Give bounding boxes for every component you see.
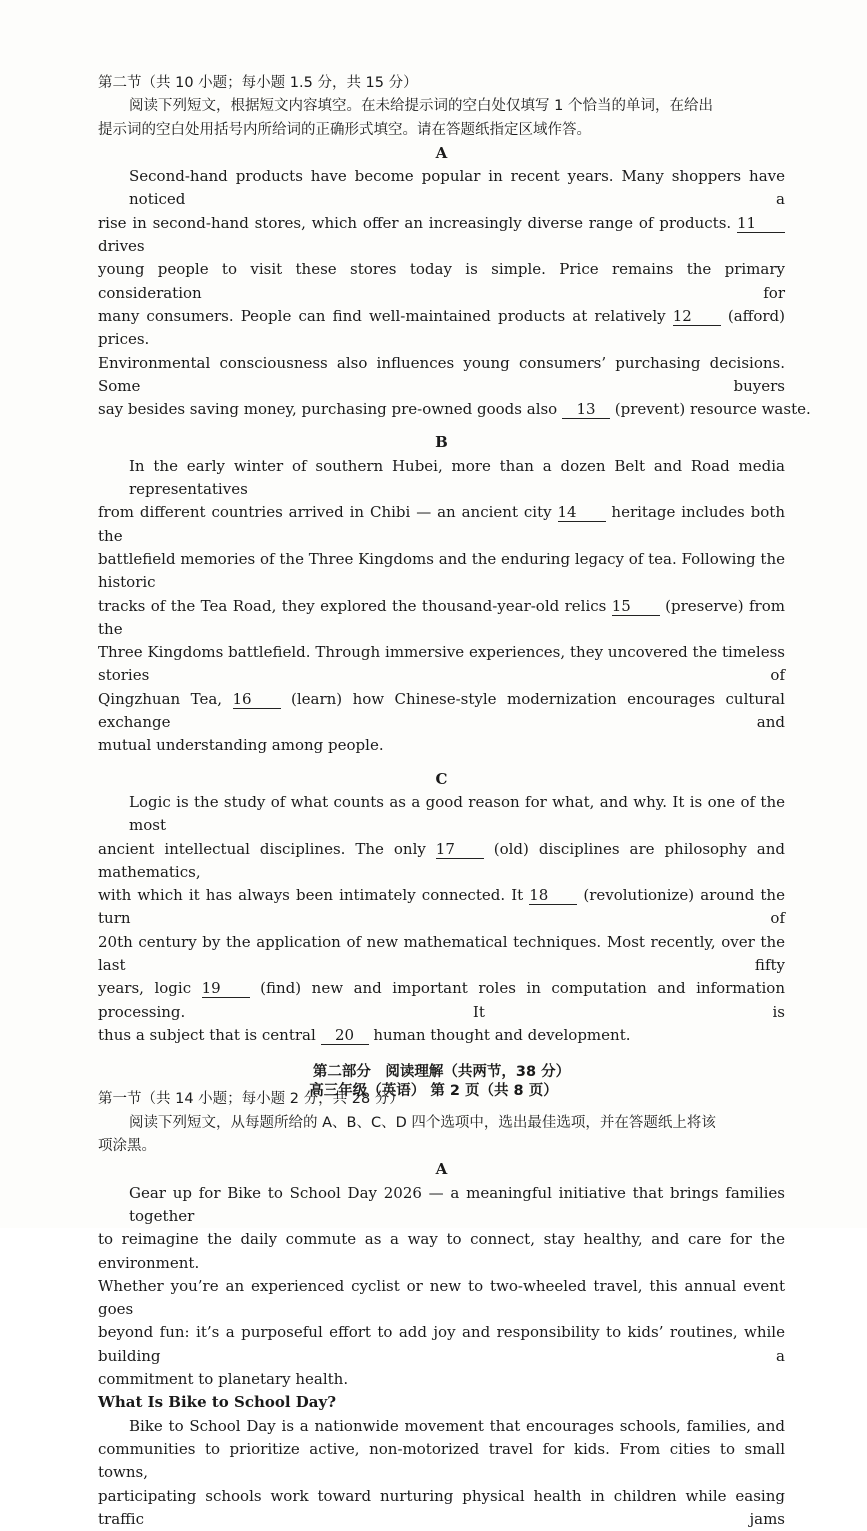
passage-line: communities to prioritize active, non-motorized travel for kids. From cities to small towns, [98,1439,785,1482]
answer-blank[interactable]: 12 [673,308,721,326]
section-heading: 第二节（共 10 小题；每小题 1.5 分，共 15 分） [98,75,418,91]
passage-line: commitment to planetary health. [98,1370,349,1389]
passage-line: years, logic 19 (find) new and important roles in computation and information processing. It is [98,979,785,1021]
passage-line: Logic is the study of what counts as a good reason for what, and why. It is one of the most [129,792,785,835]
passage-line: battlefield memories of the Three Kingdoms and the enduring legacy of tea. Following the historic [98,549,785,592]
answer-blank[interactable]: 14 [558,504,606,522]
passage-line: with which it has always been intimately connected. It 18 (revolutionize) around the turn of [98,886,785,928]
page-footer: 高三年级（英语） 第 2 页（共 8 页） [309,1083,558,1099]
subheading: What Is Bike to School Day? [98,1393,337,1412]
answer-blank[interactable]: 18 [529,887,577,905]
passage-line: Environmental consciousness also influences young consumers’ purchasing decisions. Some buyers [98,353,785,395]
passage-line: rise in second-hand stores, which offer an increasingly diverse range of products. 11 drives [98,212,785,259]
passage-line: Qingzhuan Tea, 16 (learn) how Chinese-style modernization encourages cultural exchange and [98,689,785,732]
instruction-line: 提示词的空白处用括号内所给词的正确形式填空。请在答题纸指定区域作答。 [98,121,591,138]
passage-line: to reimagine the daily commute as a way to connect, stay healthy, and care for the environment. [98,1230,785,1272]
instruction-line: 阅读下列短文，根据短文内容填空。在未给提示词的空白处仅填写 1 个恰当的单词，在给出 [129,98,713,115]
passage-line: thus a subject that is central 20 human thought and development. [98,1025,631,1044]
passage-line: Three Kingdoms battlefield. Through immersive experiences, they uncovered the timeless stories of [98,643,785,685]
passage-line: Bike to School Day is a nationwide movement that encourages schools, families, and [129,1416,785,1435]
answer-blank[interactable]: 13 [562,401,610,419]
passage-label: A [435,143,448,162]
answer-blank[interactable]: 17 [436,841,484,859]
passage-label: C [435,769,448,788]
instruction-line: 阅读下列短文，从每题所给的 A、B、C、D 四个选项中，选出最佳选项，并在答题纸上将该 [129,1114,716,1131]
answer-blank[interactable]: 16 [233,691,281,709]
passage-line: beyond fun: it’s a purposeful effort to add joy and responsibility to kids’ routines, while building a [98,1323,785,1365]
passage-line: 20th century by the application of new mathematical techniques. Most recently, over the last fifty [98,932,785,974]
passage-line: Second-hand products have become popular in recent years. Many shoppers have noticed a [129,167,785,209]
passage-line: Whether you’re an experienced cyclist or new to two-wheeled travel, this annual event goes [98,1276,785,1319]
passage-line: many consumers. People can find well-maintained products at relatively 12 (afford) prices. [98,306,785,349]
passage-line: say besides saving money, purchasing pre-owned goods also 13 (prevent) resource waste. [98,400,811,419]
part-title: 第二部分 阅读理解（共两节，38 分） [312,1064,571,1081]
passage-label: A [435,1160,448,1179]
instruction-line: 项涂黑。 [98,1138,156,1155]
section-heading: 第一节（共 14 小题；每小题 2 分，共 28 分） [98,1091,404,1108]
passage-line: mutual understanding among people. [98,736,384,755]
passage-line: participating schools work toward nurturing physical health in children while easing traffic jams [98,1486,785,1528]
answer-blank[interactable]: 20 [321,1027,369,1045]
passage-line: tracks of the Tea Road, they explored the thousand-year-old relics 15 (preserve) from the [98,596,785,638]
passage-label: B [435,433,448,452]
passage-line: Gear up for Bike to School Day 2026 — a meaningful initiative that brings families together [129,1183,785,1225]
answer-blank[interactable]: 15 [612,598,660,616]
answer-blank[interactable]: 11 [737,215,785,233]
passage-line: young people to visit these stores today is simple. Price remains the primary consideration for [98,260,785,302]
answer-blank[interactable]: 19 [202,980,250,998]
passage-line: ancient intellectual disciplines. The only 17 (old) disciplines are philosophy and mathematics, [98,839,785,881]
passage-line: from different countries arrived in Chibi — an ancient city 14 heritage includes both the [98,503,785,545]
passage-line: In the early winter of southern Hubei, more than a dozen Belt and Road media representatives [129,456,785,499]
